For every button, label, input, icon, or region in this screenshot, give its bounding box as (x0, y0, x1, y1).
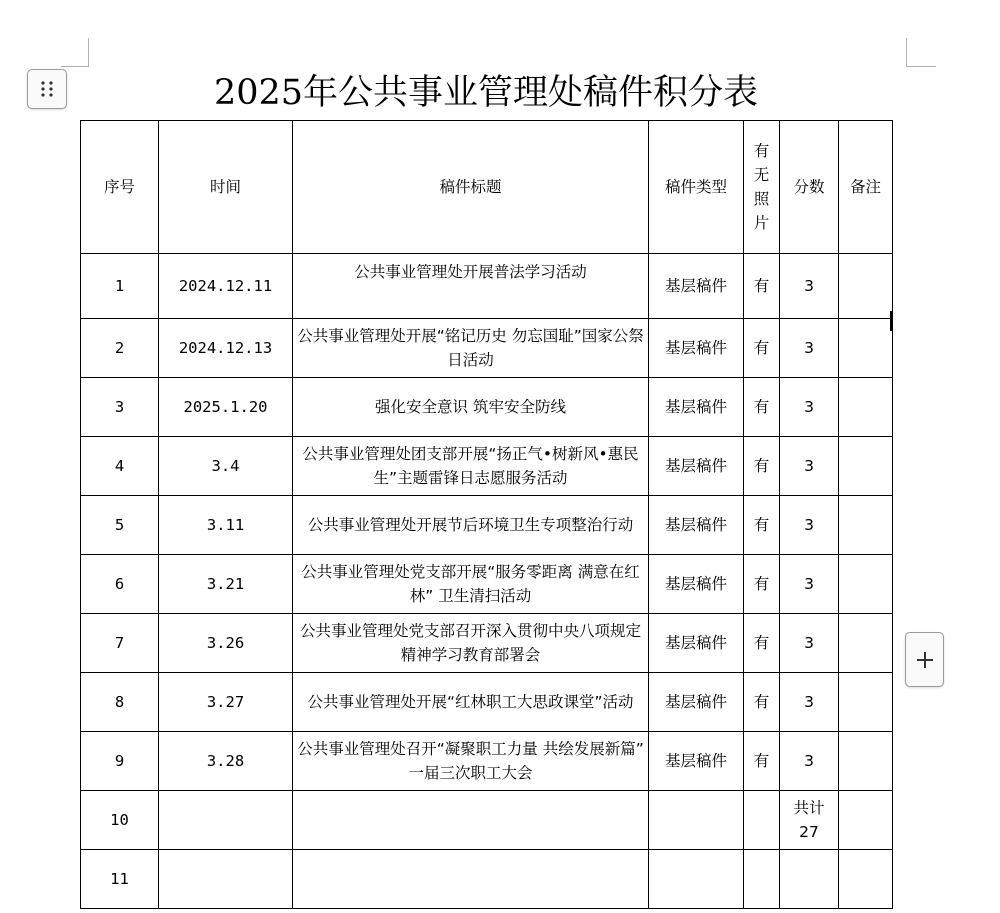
cell-type[interactable]: 基层稿件 (649, 437, 744, 496)
cell-type[interactable]: 基层稿件 (649, 378, 744, 437)
page-corner-mark (906, 38, 907, 67)
cell-title[interactable]: 公共事业管理处召开“凝聚职工力量 共绘发展新篇” 一届三次职工大会 (293, 732, 649, 791)
cell-score[interactable] (780, 850, 839, 909)
header-type: 稿件类型 (649, 121, 744, 254)
cell-index[interactable]: 2 (81, 319, 159, 378)
cell-score[interactable]: 3 (780, 319, 839, 378)
page-corner-mark (61, 66, 89, 67)
header-photo-label: 有无照片 (753, 142, 770, 232)
cell-index[interactable]: 4 (81, 437, 159, 496)
cell-index[interactable]: 10 (81, 791, 159, 850)
cell-index[interactable]: 1 (81, 254, 159, 319)
cell-index[interactable]: 6 (81, 555, 159, 614)
cell-type[interactable] (649, 791, 744, 850)
header-remark: 备注 (839, 121, 893, 254)
cell-type[interactable]: 基层稿件 (649, 496, 744, 555)
cell-title[interactable] (293, 850, 649, 909)
header-score: 分数 (780, 121, 839, 254)
cell-score-total[interactable]: 共计27 (780, 791, 839, 850)
plus-icon (915, 650, 935, 670)
cell-title[interactable]: 公共事业管理处党支部召开深入贯彻中央八项规定精神学习教育部署会 (293, 614, 649, 673)
cell-index[interactable]: 11 (81, 850, 159, 909)
text-cursor (890, 311, 893, 331)
table-header-row (81, 121, 893, 254)
drag-handle-icon (39, 80, 55, 98)
cell-index[interactable]: 3 (81, 378, 159, 437)
header-photo (744, 121, 780, 254)
table-row (81, 732, 893, 791)
header-time: 时间 (159, 121, 293, 254)
header-index: 序号 (81, 121, 159, 254)
cell-photo[interactable]: 有 (744, 254, 780, 319)
table-row (81, 614, 893, 673)
cell-type[interactable]: 基层稿件 (649, 732, 744, 791)
cell-score[interactable]: 3 (780, 673, 839, 732)
cell-score[interactable]: 3 (780, 614, 839, 673)
cell-remark[interactable] (839, 614, 893, 673)
cell-remark[interactable] (839, 319, 893, 378)
cell-remark[interactable] (839, 437, 893, 496)
cell-score[interactable]: 3 (780, 496, 839, 555)
cell-index[interactable]: 7 (81, 614, 159, 673)
page-corner-mark (906, 66, 936, 67)
cell-time[interactable]: 3.27 (159, 673, 293, 732)
cell-title[interactable] (293, 791, 649, 850)
document-title: 2025年公共事业管理处稿件积分表 (213, 73, 759, 113)
cell-time[interactable]: 3.28 (159, 732, 293, 791)
cell-score[interactable]: 3 (780, 254, 839, 319)
add-row-button[interactable] (905, 632, 944, 687)
cell-type[interactable]: 基层稿件 (649, 555, 744, 614)
table-row (81, 437, 893, 496)
table-row (81, 555, 893, 614)
cell-remark[interactable] (839, 791, 893, 850)
cell-time[interactable]: 3.21 (159, 555, 293, 614)
table-row (81, 319, 893, 378)
table-row (81, 496, 893, 555)
cell-photo[interactable]: 有 (744, 555, 780, 614)
cell-remark[interactable] (839, 555, 893, 614)
table-row (81, 254, 893, 319)
cell-photo[interactable]: 有 (744, 319, 780, 378)
cell-type[interactable]: 基层稿件 (649, 614, 744, 673)
table-drag-handle[interactable] (27, 69, 67, 109)
table-row (81, 673, 893, 732)
cell-remark[interactable] (839, 732, 893, 791)
cell-time[interactable]: 3.4 (159, 437, 293, 496)
cell-score[interactable]: 3 (780, 378, 839, 437)
cell-score[interactable]: 3 (780, 555, 839, 614)
cell-time[interactable] (159, 791, 293, 850)
cell-title[interactable]: 公共事业管理处开展节后环境卫生专项整治行动 (293, 496, 649, 555)
cell-remark[interactable] (839, 850, 893, 909)
cell-title[interactable]: 公共事业管理处党支部开展“服务零距离 满意在红林” 卫生清扫活动 (293, 555, 649, 614)
cell-score[interactable]: 3 (780, 437, 839, 496)
cell-time[interactable]: 3.26 (159, 614, 293, 673)
cell-photo[interactable]: 有 (744, 496, 780, 555)
score-table (80, 120, 893, 909)
cell-photo[interactable]: 有 (744, 437, 780, 496)
cell-time[interactable]: 2025.1.20 (159, 378, 293, 437)
cell-photo[interactable]: 有 (744, 378, 780, 437)
cell-remark[interactable] (839, 673, 893, 732)
cell-photo[interactable]: 有 (744, 614, 780, 673)
cell-index[interactable]: 9 (81, 732, 159, 791)
cell-remark[interactable] (839, 378, 893, 437)
cell-remark[interactable] (839, 254, 893, 319)
table-row (81, 791, 893, 850)
cell-type[interactable]: 基层稿件 (649, 254, 744, 319)
cell-index[interactable]: 5 (81, 496, 159, 555)
cell-time[interactable] (159, 850, 293, 909)
cell-title[interactable]: 强化安全意识 筑牢安全防线 (293, 378, 649, 437)
cell-photo[interactable]: 有 (744, 673, 780, 732)
cell-title[interactable]: 公共事业管理处开展普法学习活动 (293, 254, 649, 319)
cell-remark[interactable] (839, 496, 893, 555)
cell-title[interactable]: 公共事业管理处开展“铭记历史 勿忘国耻”国家公祭日活动 (293, 319, 649, 378)
cell-photo[interactable] (744, 850, 780, 909)
table-row (81, 850, 893, 909)
cell-title[interactable]: 公共事业管理处团支部开展“扬正气•树新风•惠民生”主题雷锋日志愿服务活动 (293, 437, 649, 496)
page-corner-mark (88, 38, 89, 67)
cell-type[interactable]: 基层稿件 (649, 673, 744, 732)
cell-photo[interactable]: 有 (744, 732, 780, 791)
cell-time[interactable]: 3.11 (159, 496, 293, 555)
cell-type[interactable] (649, 850, 744, 909)
cell-score[interactable]: 3 (780, 732, 839, 791)
cell-title[interactable]: 公共事业管理处开展“红林职工大思政课堂”活动 (293, 673, 649, 732)
cell-photo[interactable] (744, 791, 780, 850)
cell-time[interactable]: 2024.12.13 (159, 319, 293, 378)
cell-time[interactable]: 2024.12.11 (159, 254, 293, 319)
table-row (81, 378, 893, 437)
cell-type[interactable]: 基层稿件 (649, 319, 744, 378)
header-title: 稿件标题 (293, 121, 649, 254)
cell-index[interactable]: 8 (81, 673, 159, 732)
